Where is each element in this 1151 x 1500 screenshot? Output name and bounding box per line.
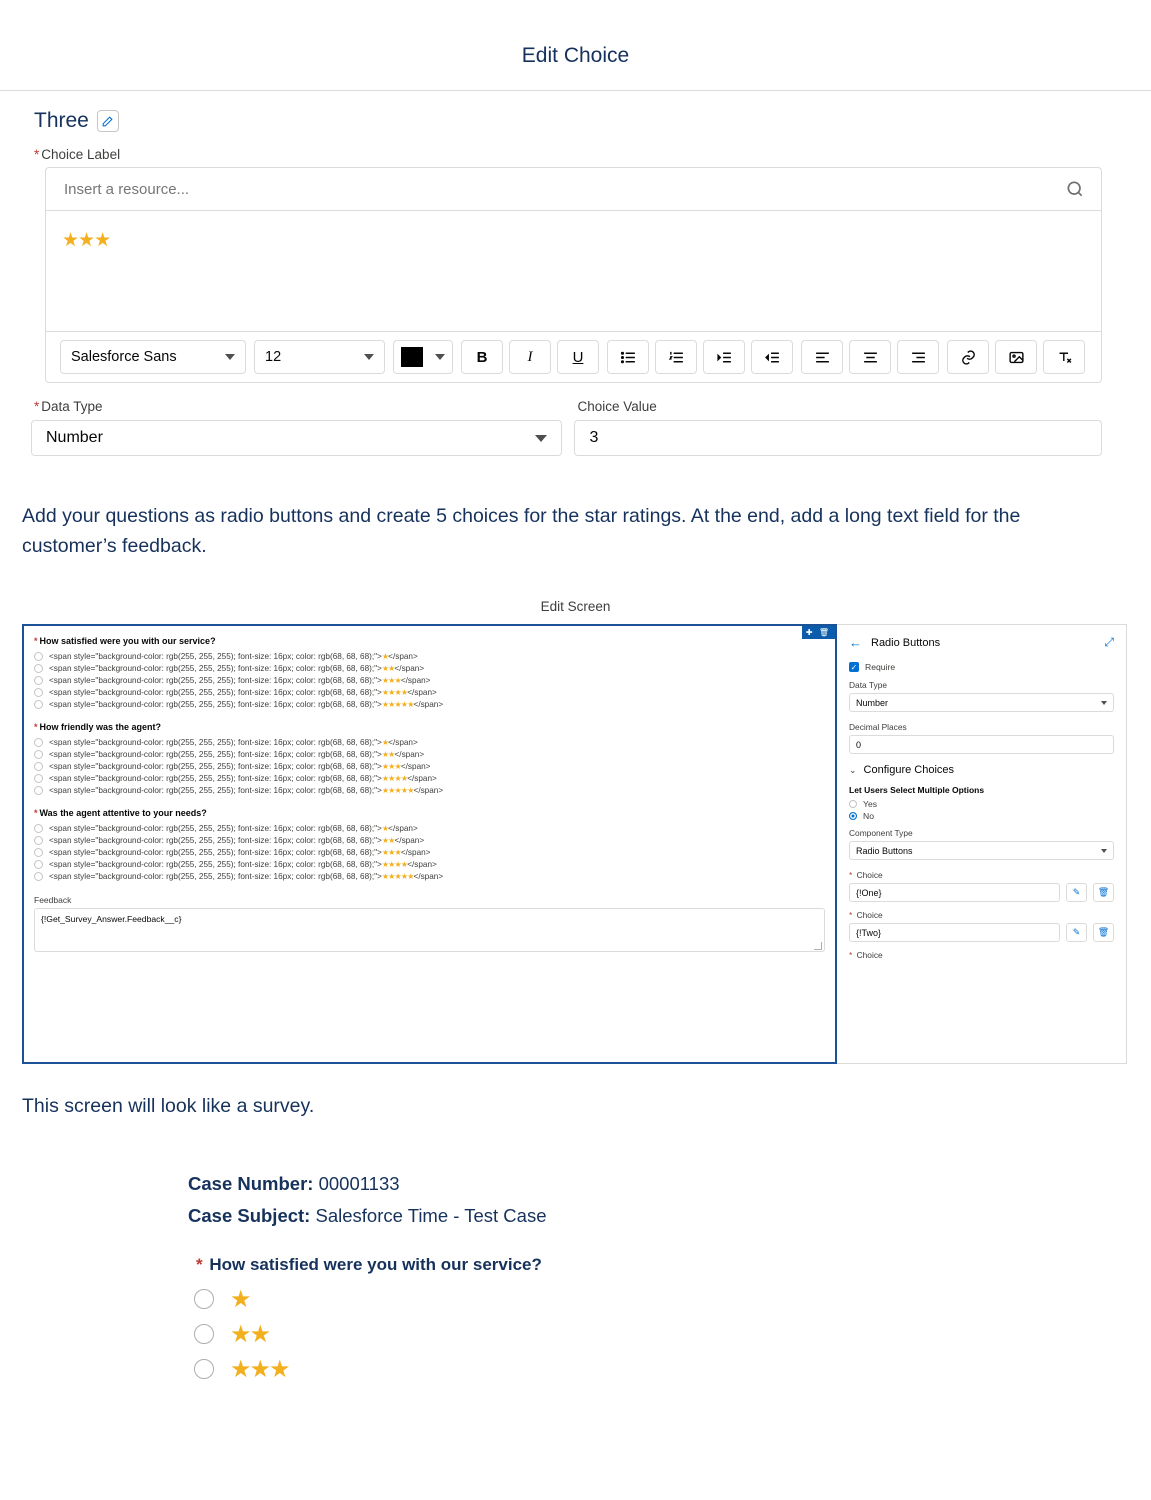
rich-text-body[interactable] — [46, 211, 1101, 331]
radio-icon[interactable] — [34, 872, 43, 881]
pencil-icon[interactable]: ✎ — [1066, 923, 1087, 942]
survey-option-stars: ★★★ — [230, 1355, 289, 1383]
question-label: * How satisfied were you with our service? — [34, 636, 216, 647]
outdent-icon[interactable] — [751, 340, 793, 374]
chevron-down-icon — [535, 435, 547, 442]
option-row[interactable]: <span style="background-color: rgb(255, 255, 255); font-size: 16px; color: rgb(68, 68, 68);">★★★★</span> — [34, 859, 825, 869]
chevron-down-icon — [1101, 701, 1107, 705]
rich-text-content: ★★★ — [62, 230, 111, 251]
option-row[interactable]: <span style="background-color: rgb(255, 255, 255); font-size: 16px; color: rgb(68, 68, 68);">★★★</span> — [34, 847, 825, 857]
case-subject-label: Case Subject: — [188, 1205, 311, 1227]
option-row[interactable]: <span style="background-color: rgb(255, 255, 255); font-size: 16px; color: rgb(68, 68, 68);">★★</span> — [34, 663, 825, 673]
option-row[interactable]: <span style="background-color: rgb(255, 255, 255); font-size: 16px; color: rgb(68, 68, 68);">★</span> — [34, 823, 825, 833]
required-asterisk: * — [34, 147, 40, 162]
question-block[interactable] — [34, 722, 825, 795]
case-number-value: 00001133 — [318, 1172, 400, 1194]
data-type-value: Number — [46, 429, 103, 446]
pencil-icon[interactable] — [97, 110, 119, 132]
radio-icon[interactable] — [34, 786, 43, 795]
underline-button[interactable]: U — [557, 340, 599, 374]
radio-icon[interactable] — [34, 664, 43, 673]
back-arrow-icon[interactable]: ← — [849, 635, 862, 651]
align-right-icon[interactable] — [897, 340, 939, 374]
radio-icon[interactable] — [34, 676, 43, 685]
paragraph-2: This screen will look like a survey. — [22, 1095, 315, 1118]
checkbox-icon[interactable]: ✓ — [850, 662, 858, 672]
survey-option-2[interactable] — [194, 1320, 1129, 1349]
resource-picker[interactable] — [46, 168, 1101, 211]
option-row[interactable]: <span style="background-color: rgb(255, 255, 255); font-size: 16px; color: rgb(68, 68, 68);">★★★★★</span> — [34, 871, 825, 881]
radio-icon[interactable] — [34, 860, 43, 869]
radio-icon[interactable] — [194, 1324, 214, 1344]
data-type-row — [31, 399, 1102, 456]
choice-2-input[interactable]: {!Two} — [849, 923, 1060, 942]
question-label: * How friendly was the agent? — [34, 722, 162, 733]
choice-2-row — [849, 923, 1114, 942]
search-icon[interactable] — [1065, 179, 1085, 199]
radio-icon[interactable] — [34, 762, 43, 771]
font-size-select[interactable]: 12 — [254, 340, 385, 374]
choice-value-text: 3 — [589, 429, 599, 446]
panel-data-type-label: Data Type — [849, 680, 888, 691]
pencil-icon[interactable]: ✎ — [1066, 883, 1087, 902]
multi-select-no[interactable]: No — [849, 811, 1114, 821]
bold-button[interactable]: B — [461, 340, 503, 374]
data-type-select[interactable] — [31, 420, 562, 456]
radio-icon[interactable] — [34, 836, 43, 845]
radio-icon[interactable] — [34, 750, 43, 759]
text-color-picker[interactable] — [393, 340, 453, 374]
choice-value-input[interactable] — [574, 420, 1102, 456]
option-row[interactable]: <span style="background-color: rgb(255, 255, 255); font-size: 16px; color: rgb(68, 68, 68);">★★★</span> — [34, 675, 825, 685]
question-label: * Was the agent attentive to your needs? — [34, 808, 207, 819]
radio-icon[interactable] — [34, 688, 43, 697]
survey-option-stars: ★★ — [230, 1320, 270, 1348]
remove-format-icon[interactable] — [1043, 340, 1085, 374]
rich-text-toolbar — [46, 331, 1101, 382]
choice-label-field-label: * Choice Label — [34, 147, 121, 162]
edit-screen-title: Edit Screen — [540, 599, 611, 615]
case-subject-value: Salesforce Time - Test Case — [315, 1205, 547, 1227]
properties-panel — [837, 624, 1127, 1064]
option-row[interactable]: <span style="background-color: rgb(255, 255, 255); font-size: 16px; color: rgb(68, 68, 68);">★★★★★</span> — [34, 699, 825, 709]
indent-icon[interactable] — [703, 340, 745, 374]
case-number-line — [188, 1168, 1129, 1200]
option-row[interactable]: <span style="background-color: rgb(255, 255, 255); font-size: 16px; color: rgb(68, 68, 68);">★★★★</span> — [34, 773, 825, 783]
require-checkbox-row[interactable] — [849, 662, 1114, 672]
radio-icon[interactable] — [34, 652, 43, 661]
bulleted-list-icon[interactable] — [607, 340, 649, 374]
survey-question-text: How satisfied were you with our service? — [209, 1254, 542, 1274]
radio-icon[interactable] — [34, 738, 43, 747]
survey-question — [196, 1255, 1129, 1275]
multi-select-yes[interactable]: Yes — [849, 799, 1114, 809]
choice-1-label: * Choice — [849, 870, 883, 881]
resource-input[interactable] — [62, 180, 1065, 199]
panel-title: Radio Buttons — [871, 636, 941, 649]
option-row[interactable]: <span style="background-color: rgb(255, 255, 255); font-size: 16px; color: rgb(68, 68, 68);">★★</span> — [34, 749, 825, 759]
link-icon[interactable] — [947, 340, 989, 374]
text-style-group — [461, 340, 599, 374]
choice-3-label: * Choice — [849, 950, 883, 961]
require-label: Require — [865, 662, 896, 673]
panel-data-type-select[interactable]: Number — [849, 693, 1114, 712]
chevron-down-icon — [364, 354, 374, 360]
list-group — [607, 340, 793, 374]
align-group — [801, 340, 939, 374]
survey-option-stars: ★ — [230, 1285, 250, 1313]
decimal-places-label: Decimal Places — [849, 722, 907, 733]
color-swatch — [401, 347, 423, 367]
screen-canvas[interactable] — [22, 624, 837, 1064]
option-row[interactable]: <span style="background-color: rgb(255, 255, 255); font-size: 16px; color: rgb(68, 68, 68);">★★★★</span> — [34, 687, 825, 697]
radio-icon[interactable] — [194, 1289, 214, 1309]
survey-option-1[interactable] — [194, 1285, 1129, 1314]
properties-header — [849, 635, 1114, 662]
configure-choices-section[interactable]: ⌄ Configure Choices — [849, 764, 955, 777]
align-left-icon[interactable] — [801, 340, 843, 374]
data-type-group — [31, 399, 562, 456]
choice-value-group — [574, 399, 1102, 456]
edit-screen-screenshot — [22, 599, 1129, 1064]
case-number-label: Case Number: — [188, 1172, 314, 1194]
multi-select-label: Let Users Select Multiple Options — [849, 785, 985, 796]
choice-value-label: Choice Value — [577, 399, 657, 414]
survey-preview — [0, 1168, 1151, 1384]
trash-icon[interactable]: 🗑 — [1093, 923, 1114, 942]
option-row[interactable]: <span style="background-color: rgb(255, 255, 255); font-size: 16px; color: rgb(68, 68, 68);">★</span> — [34, 737, 825, 747]
choice-1-input[interactable]: {!One} — [849, 883, 1060, 902]
trash-icon[interactable]: 🗑 — [1093, 883, 1114, 902]
choice-name: Three — [34, 109, 89, 132]
paragraph-1: Add your questions as radio buttons and create 5 choices for the star ratings. At the end, add a long text field for the customer’s feedback. — [22, 505, 1021, 557]
chevron-down-icon — [225, 354, 235, 360]
radio-icon[interactable] — [849, 800, 857, 808]
radio-icon[interactable] — [34, 824, 43, 833]
font-family-select[interactable]: Salesforce Sans — [60, 340, 246, 374]
component-type-select[interactable]: Radio Buttons — [849, 841, 1114, 860]
page-title: Edit Choice — [521, 44, 630, 67]
choice-name-header — [0, 91, 1151, 139]
data-type-label: * Data Type — [34, 399, 103, 414]
radio-icon[interactable] — [34, 848, 43, 857]
case-subject-line — [188, 1200, 1129, 1232]
italic-button[interactable]: I — [509, 340, 551, 374]
choice-2-label: * Choice — [849, 910, 883, 921]
option-row[interactable]: <span style="background-color: rgb(255, 255, 255); font-size: 16px; color: rgb(68, 68, 68);">★★</span> — [34, 835, 825, 845]
expand-icon[interactable]: ⤢ — [1104, 635, 1114, 650]
option-row[interactable]: <span style="background-color: rgb(255, 255, 255); font-size: 16px; color: rgb(68, 68, 68);">★★★</span> — [34, 761, 825, 771]
numbered-list-icon[interactable] — [655, 340, 697, 374]
canvas-action-badges[interactable]: ✚ 🗑 — [802, 626, 835, 639]
radio-icon[interactable] — [34, 774, 43, 783]
question-block[interactable] — [34, 808, 825, 881]
image-icon[interactable] — [995, 340, 1037, 374]
edit-choice-modal — [0, 0, 1151, 456]
option-row[interactable]: <span style="background-color: rgb(255, 255, 255); font-size: 16px; color: rgb(68, 68, 68);">★</span> — [34, 651, 825, 661]
question-block[interactable] — [34, 636, 825, 709]
feedback-label: Feedback — [34, 895, 72, 906]
chevron-down-icon — [435, 354, 445, 360]
chevron-down-icon — [1101, 849, 1107, 853]
component-type-label: Component Type — [849, 828, 913, 839]
survey-option-3[interactable] — [194, 1355, 1129, 1384]
radio-icon[interactable] — [194, 1359, 214, 1379]
radio-selected-icon[interactable] — [849, 812, 857, 820]
choice-1-row — [849, 883, 1114, 902]
feedback-textarea[interactable]: {!Get_Survey_Answer.Feedback__c} — [34, 908, 825, 952]
radio-icon[interactable] — [34, 700, 43, 709]
align-center-icon[interactable] — [849, 340, 891, 374]
option-row[interactable]: <span style="background-color: rgb(255, 255, 255); font-size: 16px; color: rgb(68, 68, 68);">★★★★★</span> — [34, 785, 825, 795]
insert-group — [947, 340, 1085, 374]
rich-text-editor — [45, 167, 1102, 383]
required-asterisk: * — [196, 1254, 203, 1274]
decimal-places-input[interactable]: 0 — [849, 735, 1114, 754]
chevron-down-icon: ⌄ — [849, 764, 857, 775]
